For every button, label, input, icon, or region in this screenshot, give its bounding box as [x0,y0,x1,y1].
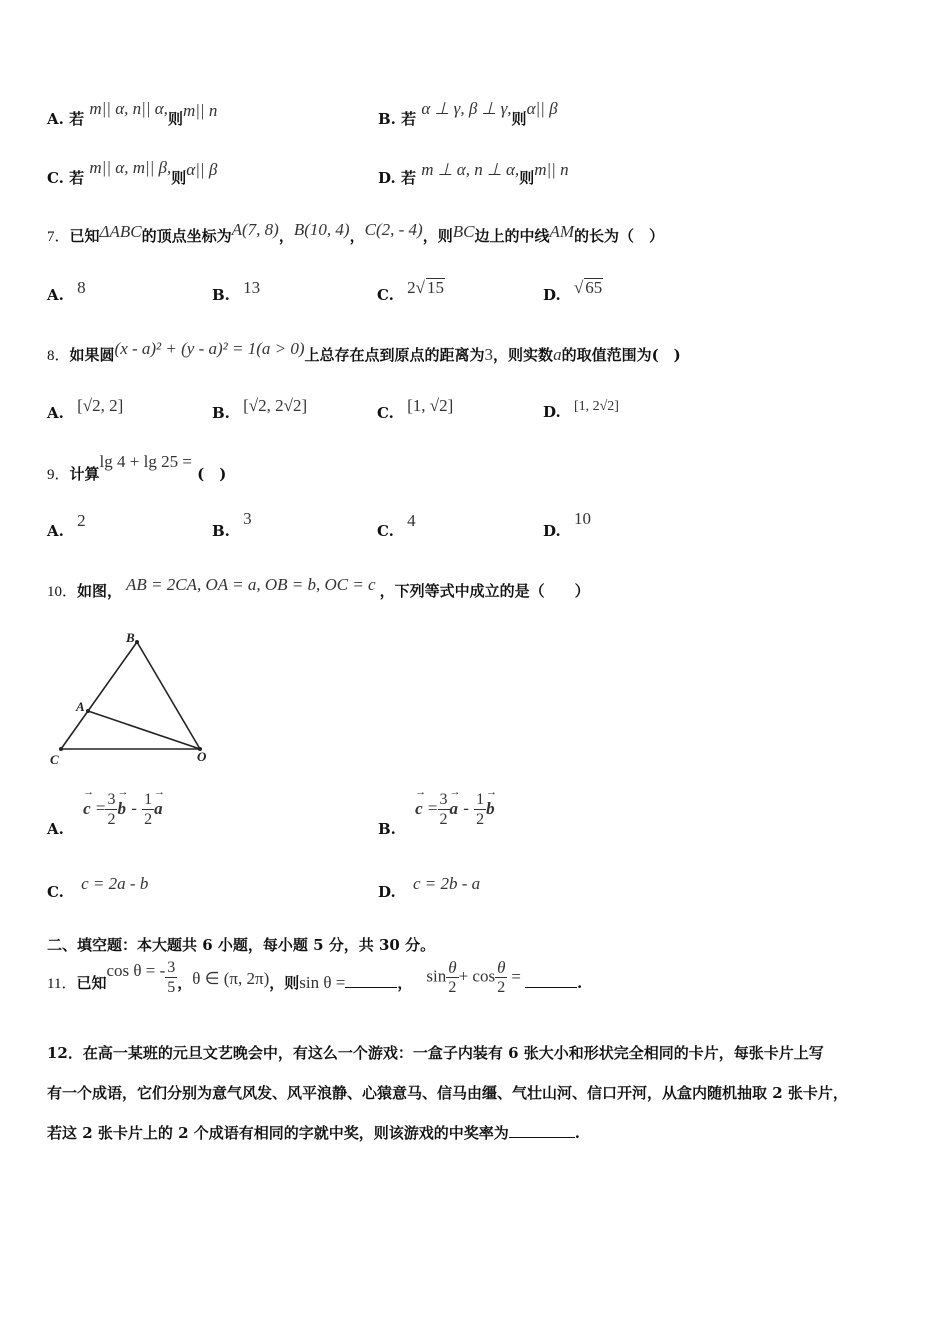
math-a: a [553,345,562,364]
text: 若 [69,110,85,128]
segment-ao [88,711,200,749]
coef: 2 [407,278,416,297]
vector: → a [450,799,459,819]
math-equals: = [511,966,522,986]
option-label: D. [378,169,396,187]
text: 的顶点坐标为 [141,227,232,245]
answer-blank[interactable] [509,1119,575,1138]
text: 则 [171,169,187,187]
option-value: 10 [573,509,591,528]
math-sin: sin θ = [299,972,346,992]
math-range: θ ∈ (π, 2π) [192,968,270,988]
numerator: θ [448,958,457,977]
math-condition: m|| α, n|| α, [89,99,168,118]
math-conclusion: α|| β [186,160,218,179]
text: 的取值范围为( ) [561,346,681,364]
math-condition: m ⊥ α, n ⊥ α, [421,160,520,179]
text: 已知 [69,227,100,245]
option-label: B. [378,110,396,128]
option-label: A. [47,110,64,128]
option-label: B. [212,522,230,540]
q7-option-d [543,278,603,305]
q8-option-c [377,396,454,423]
triangle-figure [40,625,225,775]
text: ，下列等式中成立的是（ ） [379,582,590,600]
question-10 [47,575,590,601]
option-label: D. [543,403,561,421]
question-number: 8． [47,348,70,364]
fraction [438,790,450,829]
math-triangle: ΔABC [99,222,142,241]
option-label: C. [377,404,394,422]
denominator: 2 [107,811,116,828]
numerator: θ [497,958,506,977]
math-bc: BC [452,222,475,241]
segment-bo [137,642,200,749]
q12-line-3 [47,1113,907,1153]
math-sin-half: sin [426,966,447,986]
numerator: 3 [167,959,176,976]
numerator: 1 [144,791,153,808]
text: ， [397,973,413,992]
option-label: D. [543,286,561,304]
math-plus-cos: + cos [458,966,496,986]
question-number: 7． [47,229,70,245]
q6-option-d [378,160,569,188]
text: 如果圆 [69,346,115,364]
option-label: A. [47,819,64,838]
fraction [142,790,154,829]
text: 上总存在点到原点的距离为 [304,346,485,364]
q8-option-a [47,396,124,423]
fraction [165,958,177,997]
option-value: √ 65 [573,278,603,297]
denominator: 5 [167,979,176,996]
option-value: 2√ 15 [407,278,444,297]
math-conclusion: m|| n [182,101,218,120]
option-value: c = 2a - b [81,874,149,893]
option-label: C. [377,286,394,304]
equals: = [427,798,438,818]
label-c: C [50,752,59,767]
q8-option-d [543,399,619,422]
option-label: B. [212,286,230,304]
q9-option-c [377,511,416,541]
option-label: A. [47,522,64,540]
option-label: C. [47,883,64,901]
denominator: 2 [439,811,448,828]
q6-option-c [47,158,218,188]
vector-c: → c [83,799,91,819]
question-9 [47,452,227,484]
text: 若 [401,110,417,128]
denominator: 2 [144,811,153,828]
math-expression: AB = 2CA, OA = a, OB = b, OC = c [126,575,376,594]
text: 如图， [77,582,123,600]
q12-line-2: 有一个成语，它们分别为意气风发、风平浪静、心猿意马、信马由缰、气壮山河、信口开河，从盒内随机抽取 2 张卡片， [47,1084,848,1102]
q10-option-a [47,790,163,838]
numerator: 3 [107,791,116,808]
question-number: 9． [47,467,70,483]
fraction [495,958,507,997]
text: 则 [511,110,527,128]
point-c [59,747,63,751]
radicand: 15 [426,278,444,297]
question-7 [47,220,665,246]
math-conclusion: α|| β [526,99,558,118]
vector: → b [486,799,495,819]
text: ， [349,227,365,245]
q6-option-a [47,99,218,129]
option-value: 3 [243,509,252,528]
q6-option-b [378,99,558,129]
math-am: AM [549,222,574,241]
option-label: A. [47,404,64,422]
q10-option-c [47,874,149,902]
question-number: 10． [47,584,78,600]
radicand: 65 [585,278,603,297]
vector: → b [117,799,126,819]
math-point-b: B(10, 4) [293,220,350,239]
option-label: D. [378,883,396,901]
text: ， [177,973,193,992]
math-condition: α ⊥ γ, β ⊥ γ, [421,99,512,118]
vector: → a [154,799,163,819]
math-cos: cos θ = - [106,960,166,980]
option-value: 4 [407,511,416,530]
q12-line-1: 12．在高一某班的元旦文艺晚会中，有这么一个游戏：一盒子内装有 6 张大小和形状完全相同的卡片，每张卡片上写 [47,1044,824,1062]
text: ，则实数 [493,346,554,364]
section-title: 二、填空题：本大题共 6 小题，每小题 5 分，共 30 分。 [47,936,436,954]
option-label: D. [543,522,561,540]
text: 若 [69,169,85,187]
text: ， [278,227,294,245]
operator: - [463,798,469,818]
answer-blank[interactable] [345,987,397,988]
q7-option-b [212,278,261,305]
math-circle-equation: (x - a)² + (y - a)² = 1(a > 0) [114,339,305,358]
option-value: [1, √2] [407,396,454,415]
option-value: 8 [77,278,86,297]
label-a: A [76,699,85,714]
segment-bc [61,642,137,749]
fraction [446,958,458,997]
text: ( ) [197,465,227,483]
math-condition: m|| α, m|| β, [89,158,172,177]
option-value: 2 [77,511,86,530]
vector-c: → c [415,799,423,819]
equals: = [95,798,106,818]
q9-option-a [47,511,86,541]
text: 已知 [76,973,107,992]
math-three: 3 [484,345,494,364]
option-label: A. [47,286,64,304]
text: 的长为（ ） [574,227,665,245]
fraction [474,790,486,829]
option-value: c = 2b - a [412,874,481,893]
fraction [105,790,117,829]
label-o: O [197,749,207,764]
text: 则 [519,169,535,187]
numerator: 1 [476,791,485,808]
math-point-c: C(2, - 4) [364,220,423,239]
question-12 [47,1033,907,1153]
denominator: 2 [497,979,506,996]
question-8 [47,339,681,365]
option-value: [√2, 2√2] [243,396,308,415]
math-expression: lg 4 + lg 25 = [99,452,192,471]
text: 边上的中线 [474,227,550,245]
text: 若 [400,169,416,187]
option-label: C. [47,169,64,187]
q8-option-b [212,396,308,423]
option-label: B. [212,404,230,422]
text: ，则 [269,973,300,992]
text: 若这 2 张卡片上的 2 个成语有相同的字就中奖，则该游戏的中奖率为 [47,1124,509,1142]
question-number: 11． [47,975,77,992]
q10-option-d [378,874,481,902]
q7-option-a [47,278,86,305]
text: 则 [167,110,183,128]
q9-option-b [212,509,252,541]
label-b: B [126,630,135,645]
denominator: 2 [476,811,485,828]
text: 计算 [69,465,100,483]
q10-option-b [378,790,495,838]
point-b [135,640,139,644]
text: ，则 [422,227,453,245]
q7-option-c [377,278,445,305]
answer-blank[interactable] [525,987,577,988]
option-value: [√2, 2] [77,396,124,415]
text: . [577,973,583,992]
point-a [86,709,90,713]
math-point-a: A(7, 8) [231,220,279,239]
option-value: [1, 2√2] [573,399,619,414]
denominator: 2 [448,979,457,996]
math-conclusion: m|| n [534,160,569,179]
question-11 [47,958,582,997]
numerator: 3 [439,791,448,808]
operator: - [131,798,137,818]
text: . [574,1124,581,1142]
q9-option-d [543,509,591,541]
option-value: 13 [243,278,261,297]
option-label: C. [377,522,394,540]
option-label: B. [378,819,396,838]
